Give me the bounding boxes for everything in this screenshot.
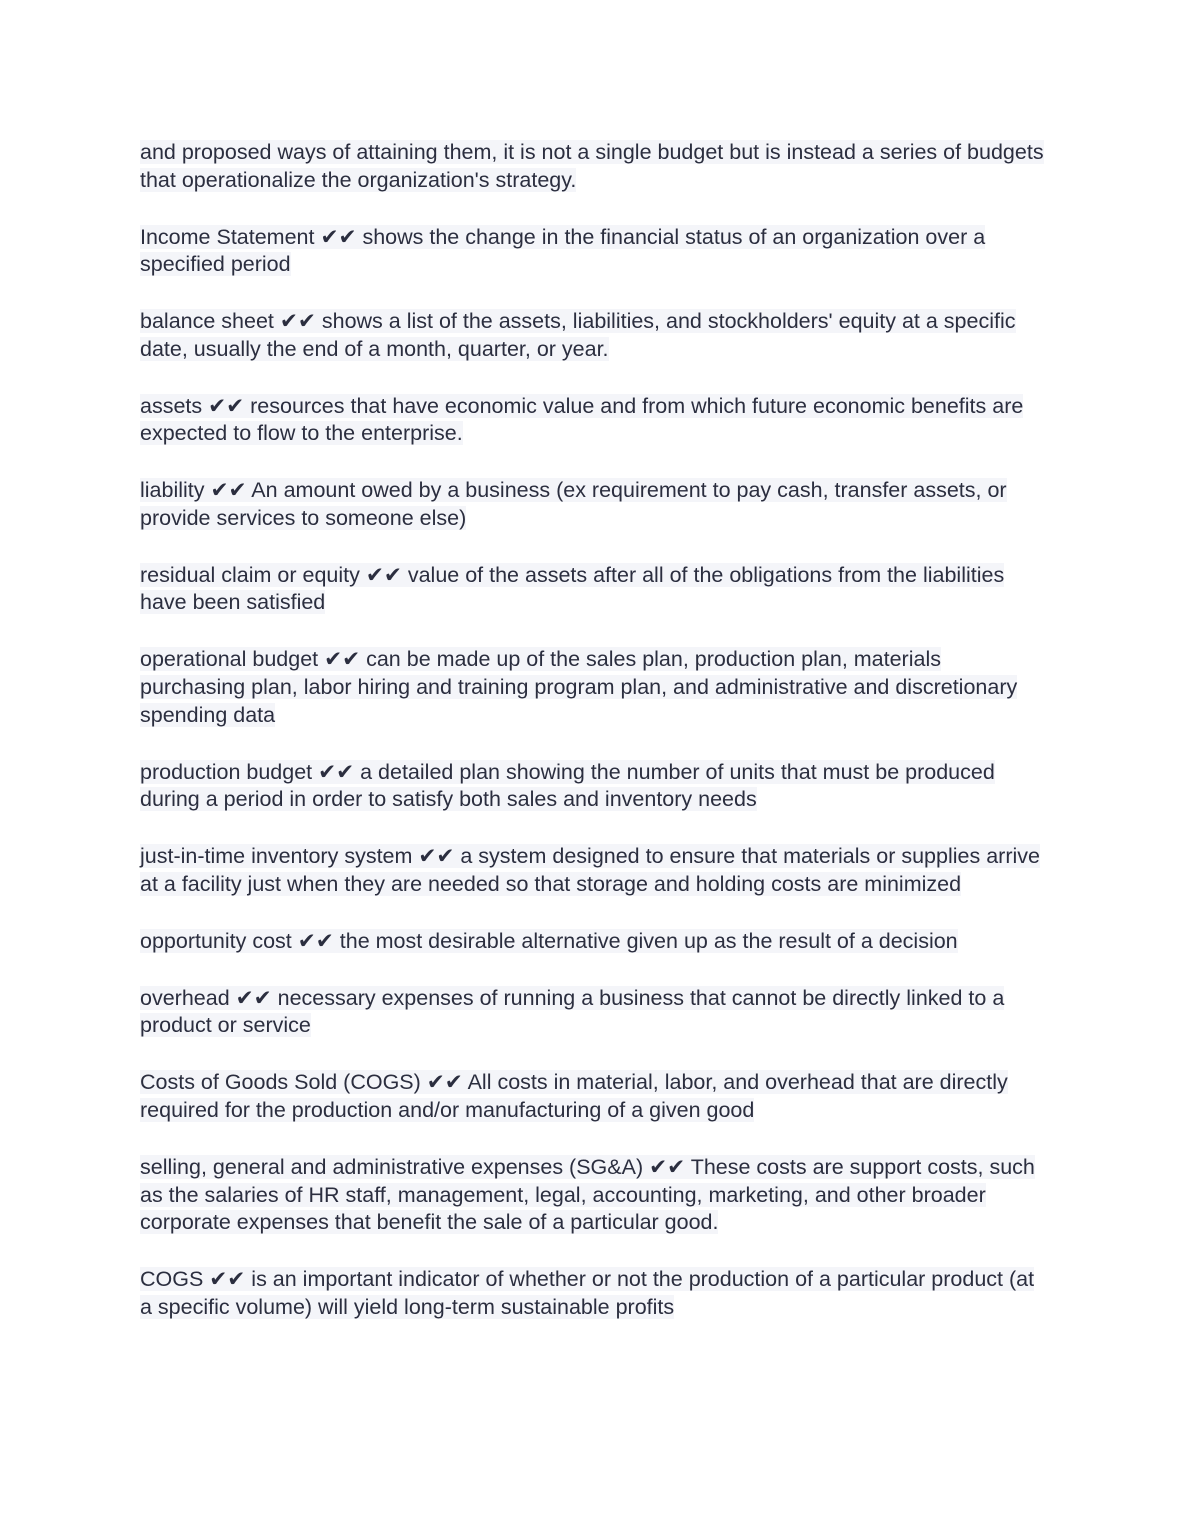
flashcard-text: just-in-time inventory system ✔✔ a system designed to ensure that materials or supplies arrive at a facility just when they are needed so that storage and holding costs are minimized [140,844,1040,896]
paragraph-text: and proposed ways of attaining them, it is not a single budget but is instead a series of budgets that operationalize the organization's strategy. [140,140,1044,192]
flashcard-text: Costs of Goods Sold (COGS) ✔✔ All costs in material, labor, and overhead that are directly required for the production and/or manufacturing of a given good [140,1070,1008,1122]
flashcard-income-statement [140,224,1050,279]
flashcard-text: selling, general and administrative expenses (SG&A) ✔✔ These costs are support costs, such as the salaries of HR staff, management, legal, accounting, marketing, and other broader corporate expenses that benefit the sale of a particular good. [140,1154,1035,1235]
flashcard-sga [140,1154,1050,1237]
flashcard-balance-sheet [140,308,1050,363]
flashcard-text: production budget ✔✔ a detailed plan showing the number of units that must be produced during a period in order to satisfy both sales and inventory needs [140,759,995,812]
flashcard-text: overhead ✔✔ necessary expenses of running a business that cannot be directly linked to a product or service [140,985,1005,1038]
flashcard-text: liability ✔✔ An amount owed by a business (ex requirement to pay cash, transfer assets, or provide services to someone else) [140,478,1007,530]
flashcard-overhead [140,985,1050,1040]
flashcard-text: COGS ✔✔ is an important indicator of whether or not the production of a particular product (at a specific volume) will yield long-term sustainable profits [140,1267,1035,1319]
flashcard-cogs [140,1069,1050,1124]
flashcard-opportunity-cost [140,928,1050,956]
flashcard-text: opportunity cost ✔✔ the most desirable alternative given up as the result of a decision [140,928,958,953]
flashcard-residual-claim [140,562,1050,617]
flashcard-text: operational budget ✔✔ can be made up of the sales plan, production plan, materials purchasing plan, labor hiring and training program plan, and administrative and discretionary spending data [140,647,1018,727]
flashcard-cogs-indicator [140,1266,1050,1321]
flashcard-text: Income Statement ✔✔ shows the change in the financial status of an organization over a specified period [140,224,986,277]
flashcard-text: assets ✔✔ resources that have economic value and from which future economic benefits are expected to flow to the enterprise. [140,393,1024,446]
flashcard-assets [140,393,1050,448]
flashcard-text: balance sheet ✔✔ shows a list of the assets, liabilities, and stockholders' equity at a specific date, usually the end of a month, quarter, or year. [140,309,1016,361]
paragraph-budget-intro [140,139,1050,194]
flashcard-production-budget [140,759,1050,814]
flashcard-liability [140,477,1050,532]
document-page [140,139,1050,1351]
flashcard-operational-budget [140,646,1050,729]
flashcard-jit-inventory [140,843,1050,898]
flashcard-text: residual claim or equity ✔✔ value of the assets after all of the obligations from the liabilities have been satisfied [140,562,1005,615]
